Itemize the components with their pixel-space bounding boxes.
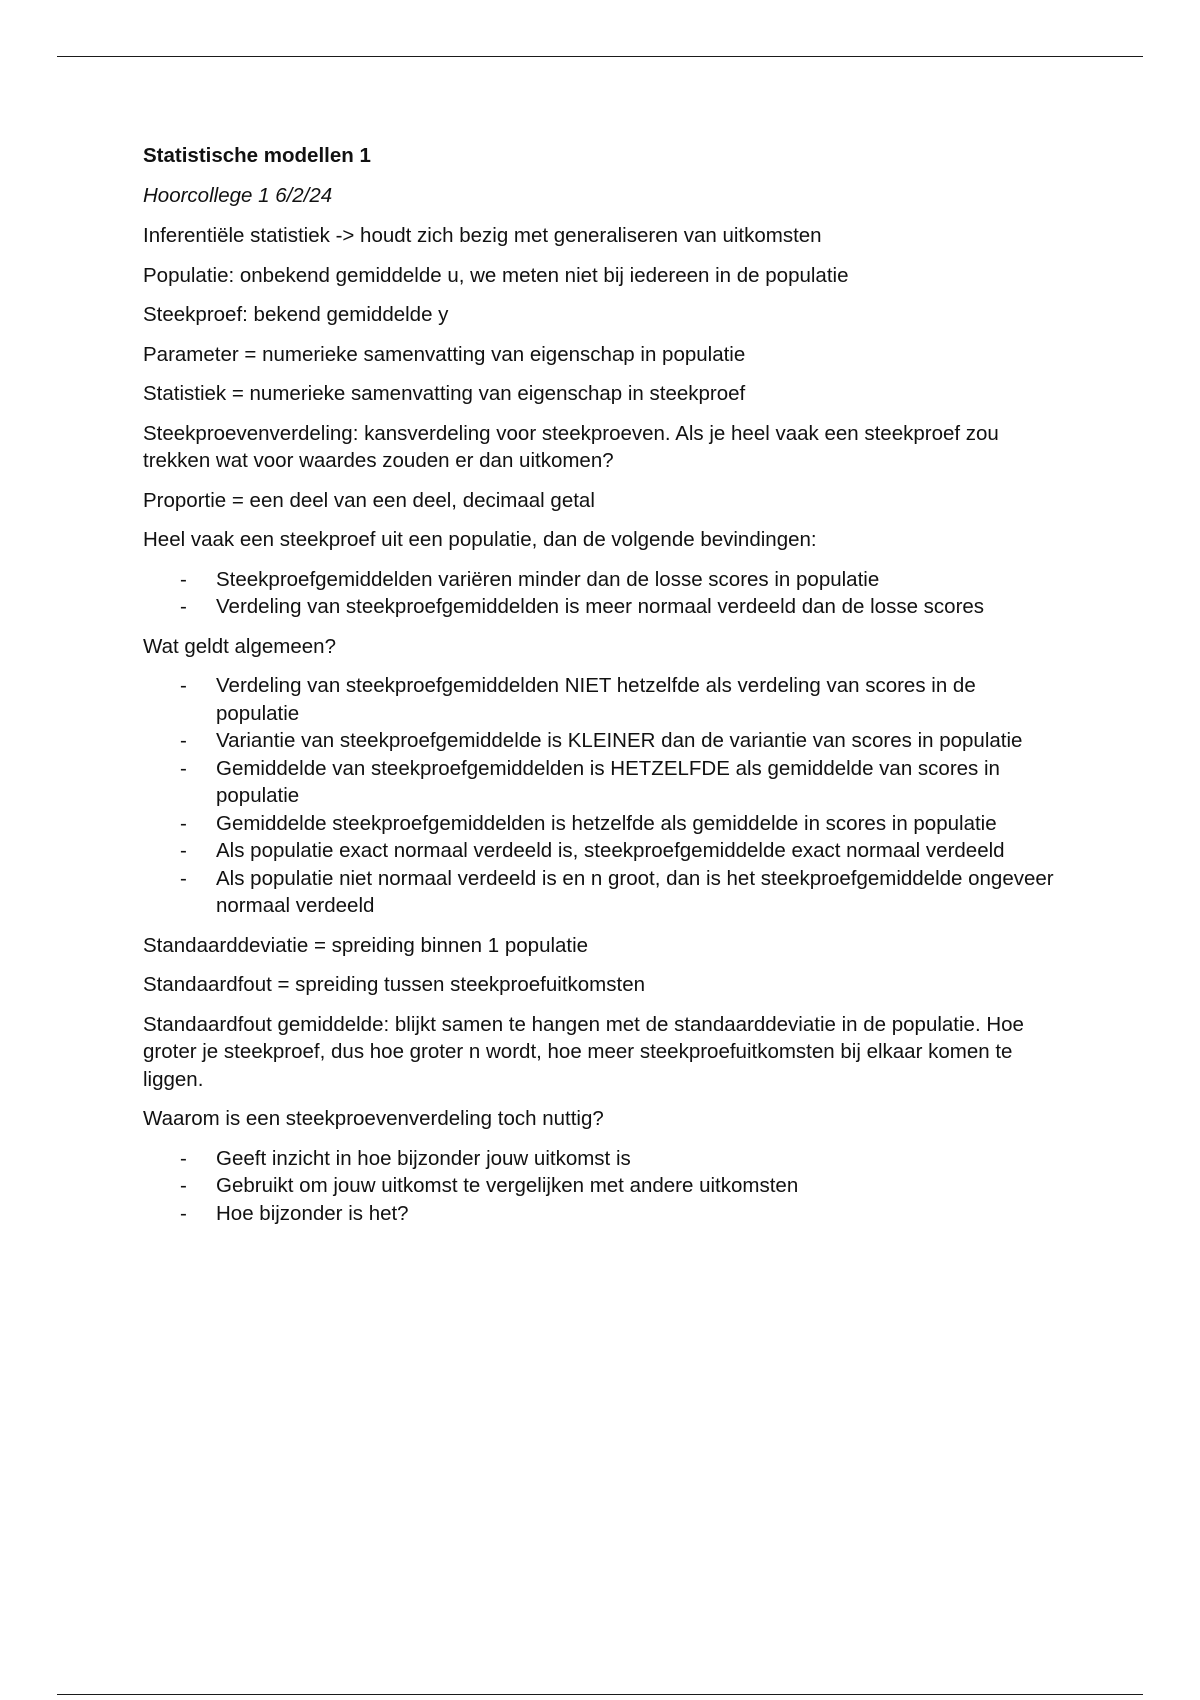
list-item-text: Gemiddelde steekproefgemiddelden is hetzelfde als gemiddelde in scores in populatie [216,811,997,835]
bullet-dash: - [180,866,187,890]
list-item [143,810,1063,838]
list-item-text: Hoe bijzonder is het? [216,1201,409,1225]
bullet-dash: - [180,839,187,862]
list-item [143,1145,1063,1173]
list-item [143,1200,1063,1228]
paragraph-standard-error-mean: Standaardfout gemiddelde: blijkt samen te hangen met de standaarddeviatie in de populatie. Hoe groter je steekproef, dus hoe groter n wordt, hoe meer steekproefuitkomsten bij elkaar komen te liggen. [143,1012,1024,1091]
document-body [143,142,1063,1239]
list-item-text: Als populatie niet normaal verdeeld is en n groot, dan is het steekproefgemiddelde ongeveer normaal verdeeld [216,866,1054,917]
list-item [143,755,1063,810]
paragraph-standard-deviation: Standaarddeviatie = spreiding binnen 1 populatie [143,933,589,957]
list-item-text: Geeft inzicht in hoe bijzonder jouw uitkomst is [216,1146,631,1170]
findings-list [143,566,1063,621]
bullet-dash: - [180,1201,187,1225]
list-item-text: Gemiddelde van steekproefgemiddelden is HETZELFDE als gemiddelde van scores in populatie [216,756,1000,807]
list-item [143,1172,1063,1200]
paragraph-sampling-distribution: Steekproevenverdeling: kansverdeling voor steekproeven. Als je heel vaak een steekproef zou trekken wat voor waardes zouden er dan uitkomen? [143,421,999,472]
header-rule [57,56,1143,57]
usefulness-list [143,1145,1063,1228]
paragraph-sample: Steekproef: bekend gemiddelde y [143,303,449,326]
list-item [143,593,1063,621]
list-item-text: Verdeling van steekproefgemiddelden is meer normaal verdeeld dan de losse scores [216,595,985,618]
list-item [143,727,1063,755]
bullet-dash: - [180,811,187,835]
list-item-text: Variantie van steekproefgemiddelde is KLEINER dan de variantie van scores in populatie [216,729,1023,752]
footer-rule [57,1694,1143,1695]
paragraph-inferential: Inferentiële statistiek -> houdt zich bezig met generaliseren van uitkomsten [143,224,822,247]
list-item [143,865,1063,920]
bullet-dash: - [180,1174,187,1197]
list-item [143,566,1063,594]
bullet-dash: - [180,729,187,752]
paragraph-proportion: Proportie = een deel van een deel, decimaal getal [143,488,595,512]
bullet-dash: - [180,1146,187,1170]
general-rules-list [143,672,1063,920]
paragraph-findings-intro: Heel vaak een steekproef uit een populatie, dan de volgende bevindingen: [143,528,817,551]
list-item [143,837,1063,865]
document-title: Statistische modellen 1 [143,144,371,167]
list-item-text: Als populatie exact normaal verdeeld is, steekproefgemiddelde exact normaal verdeeld [216,839,1005,862]
list-item-text: Steekproefgemiddelden variëren minder dan de losse scores in populatie [216,567,880,591]
lecture-subtitle: Hoorcollege 1 6/2/24 [143,184,333,207]
paragraph-standard-error: Standaardfout = spreiding tussen steekproefuitkomsten [143,973,645,996]
bullet-dash: - [180,674,187,697]
bullet-dash: - [180,756,187,780]
paragraph-general-question: Wat geldt algemeen? [143,634,336,658]
list-item-text: Verdeling van steekproefgemiddelden NIET hetzelfde als verdeling van scores in de populatie [216,674,976,725]
list-item-text: Gebruikt om jouw uitkomst te vergelijken met andere uitkomsten [216,1174,799,1197]
paragraph-parameter: Parameter = numerieke samenvatting van eigenschap in populatie [143,342,746,366]
bullet-dash: - [180,595,187,618]
paragraph-population: Populatie: onbekend gemiddelde u, we meten niet bij iedereen in de populatie [143,263,849,287]
paragraph-statistic: Statistiek = numerieke samenvatting van eigenschap in steekproef [143,382,746,405]
paragraph-usefulness-question: Waarom is een steekproevenverdeling toch nuttig? [143,1107,604,1130]
list-item [143,672,1063,727]
bullet-dash: - [180,567,187,591]
